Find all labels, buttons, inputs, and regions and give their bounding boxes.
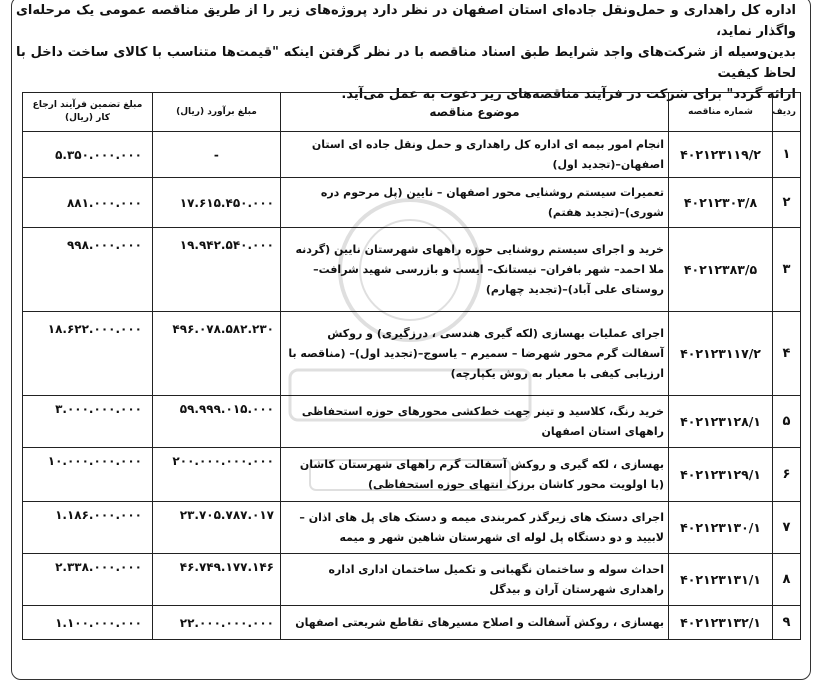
header-subject: موضوع مناقصه — [281, 93, 669, 132]
row-number: ۲ — [773, 178, 801, 228]
tender-subject: تعمیرات سیستم روشنایی محور اصفهان – نایین (پل مرحوم دره شوری)–(تجدید هفتم) — [281, 178, 669, 228]
tender-number: ۴۰۲۱۲۳۱۲۸/۱ — [669, 396, 773, 448]
estimate-amount: ۱۷.۶۱۵.۴۵۰.۰۰۰ — [153, 178, 281, 228]
row-number: ۶ — [773, 448, 801, 502]
tender-subject: بهسازی ، لکه گیری و روکش آسفالت گرم راههای شهرستان کاشان (با اولویت محور کاشان برزک انتهای حوزه استحفاظی) — [281, 448, 669, 502]
header-estimate: مبلغ برآورد (ریال) — [153, 93, 281, 132]
header-row-number: ردیف — [773, 93, 801, 132]
guarantee-amount: ۸۸۱.۰۰۰.۰۰۰ — [23, 178, 153, 228]
row-number: ۳ — [773, 228, 801, 312]
row-number: ۷ — [773, 502, 801, 554]
guarantee-amount: ۹۹۸.۰۰۰.۰۰۰ — [23, 228, 153, 312]
estimate-amount: ۴۹۶.۰۷۸.۵۸۲.۲۳۰ — [153, 312, 281, 396]
table-row — [23, 228, 801, 312]
guarantee-amount: ۱۸.۶۲۲.۰۰۰.۰۰۰ — [23, 312, 153, 396]
tender-subject: اجرای دستک های زیرگذر کمربندی میمه و دستک های پل های اذان – لابیید و دو دستگاه پل لوله ای شهرستان شاهین شهر و میمه — [281, 502, 669, 554]
table-row — [23, 132, 801, 178]
table-header-row — [23, 93, 801, 132]
tender-subject: بهسازی ، روکش آسفالت و اصلاح مسیرهای تقاطع شریعتی اصفهان — [281, 606, 669, 640]
table-row — [23, 606, 801, 640]
tender-subject: انجام امور بیمه ای اداره کل راهداری و حمل ونقل جاده ای استان اصفهان–(تجدید اول) — [281, 132, 669, 178]
guarantee-amount: ۵.۳۵۰.۰۰۰.۰۰۰ — [23, 132, 153, 178]
tender-number: ۴۰۲۱۲۳۸۳/۵ — [669, 228, 773, 312]
tender-number: ۴۰۲۱۲۳۱۳۰/۱ — [669, 502, 773, 554]
table-row — [23, 502, 801, 554]
guarantee-amount: ۱.۱۰۰.۰۰۰.۰۰۰ — [23, 606, 153, 640]
intro-paragraph — [16, 0, 796, 105]
estimate-amount: ۱۹.۹۴۲.۵۴۰.۰۰۰ — [153, 228, 281, 312]
row-number: ۴ — [773, 312, 801, 396]
tender-number: ۴۰۲۱۲۳۱۱۹/۲ — [669, 132, 773, 178]
estimate-amount: ۲۳.۷۰۵.۷۸۷.۰۱۷ — [153, 502, 281, 554]
guarantee-amount: ۱۰.۰۰۰.۰۰۰.۰۰۰ — [23, 448, 153, 502]
table-row — [23, 178, 801, 228]
header-tender-number: شماره مناقصه — [669, 93, 773, 132]
tender-number: ۴۰۲۱۲۳۱۳۲/۱ — [669, 606, 773, 640]
guarantee-amount: ۱.۱۸۶.۰۰۰.۰۰۰ — [23, 502, 153, 554]
tender-subject: اجرای عملیات بهسازی (لکه گیری هندسی ، درزگیری) و روکش آسفالت گرم محور شهرضا – سمیرم – یاسوج–(تجدید اول)– (مناقصه با ارزیابی کیفی با معیار به روش یکپارچه) — [281, 312, 669, 396]
estimate-amount: - — [153, 132, 281, 178]
row-number: ۹ — [773, 606, 801, 640]
header-guarantee: مبلغ تضمین فرآیند ارجاع کار (ریال) — [23, 93, 153, 132]
intro-line-2: بدین‌وسیله از شرکت‌های واجد شرایط طبق اسناد مناقصه با در نظر گرفتن اینکه "قیمت‌ها متناسب با کالای ساخت داخل با لحاظ کیفیت — [16, 45, 796, 81]
tender-subject: احداث سوله و ساختمان نگهبانی و تکمیل ساختمان اداری اداره راهداری شهرستان آران و بیدگل — [281, 554, 669, 606]
tender-subject: خرید رنگ، کلاسید و تینر جهت خط‌کشی محورهای حوزه استحفاظی راههای استان اصفهان — [281, 396, 669, 448]
row-number: ۸ — [773, 554, 801, 606]
tenders-table — [22, 92, 801, 640]
table-row — [23, 396, 801, 448]
table-row — [23, 554, 801, 606]
row-number: ۵ — [773, 396, 801, 448]
estimate-amount: ۴۶.۷۴۹.۱۷۷.۱۴۶ — [153, 554, 281, 606]
guarantee-amount: ۲.۳۳۸.۰۰۰.۰۰۰ — [23, 554, 153, 606]
table-row — [23, 312, 801, 396]
intro-line-3: ارائه گردد" برای شرکت در فرآیند مناقصه‌های زیر دعوت به عمل می‌آید. — [341, 87, 796, 102]
tender-number: ۴۰۲۱۲۳۱۱۷/۲ — [669, 312, 773, 396]
estimate-amount: ۵۹.۹۹۹.۰۱۵.۰۰۰ — [153, 396, 281, 448]
tender-number: ۴۰۲۱۲۳۱۳۱/۱ — [669, 554, 773, 606]
tender-number: ۴۰۲۱۲۳۰۳/۸ — [669, 178, 773, 228]
tender-number: ۴۰۲۱۲۳۱۲۹/۱ — [669, 448, 773, 502]
estimate-amount: ۲۲.۰۰۰.۰۰۰.۰۰۰ — [153, 606, 281, 640]
guarantee-amount: ۳.۰۰۰.۰۰۰.۰۰۰ — [23, 396, 153, 448]
estimate-amount: ۲۰۰.۰۰۰.۰۰۰.۰۰۰ — [153, 448, 281, 502]
intro-line-1: اداره کل راهداری و حمل‌ونقل جاده‌ای استان اصفهان در نظر دارد پروژه‌های زیر را از طریق مناقصه عمومی یک مرحله‌ای واگذار نماید، — [16, 3, 796, 39]
table-row — [23, 448, 801, 502]
tender-subject: خرید و اجرای سیستم روشنایی حوزه راههای شهرستان نایین (گردنه ملا احمد– شهر بافران– نیستانک– ایست و بازرسی شهید شرافت– روستای علی آباد)–(تجدید چهارم) — [281, 228, 669, 312]
row-number: ۱ — [773, 132, 801, 178]
